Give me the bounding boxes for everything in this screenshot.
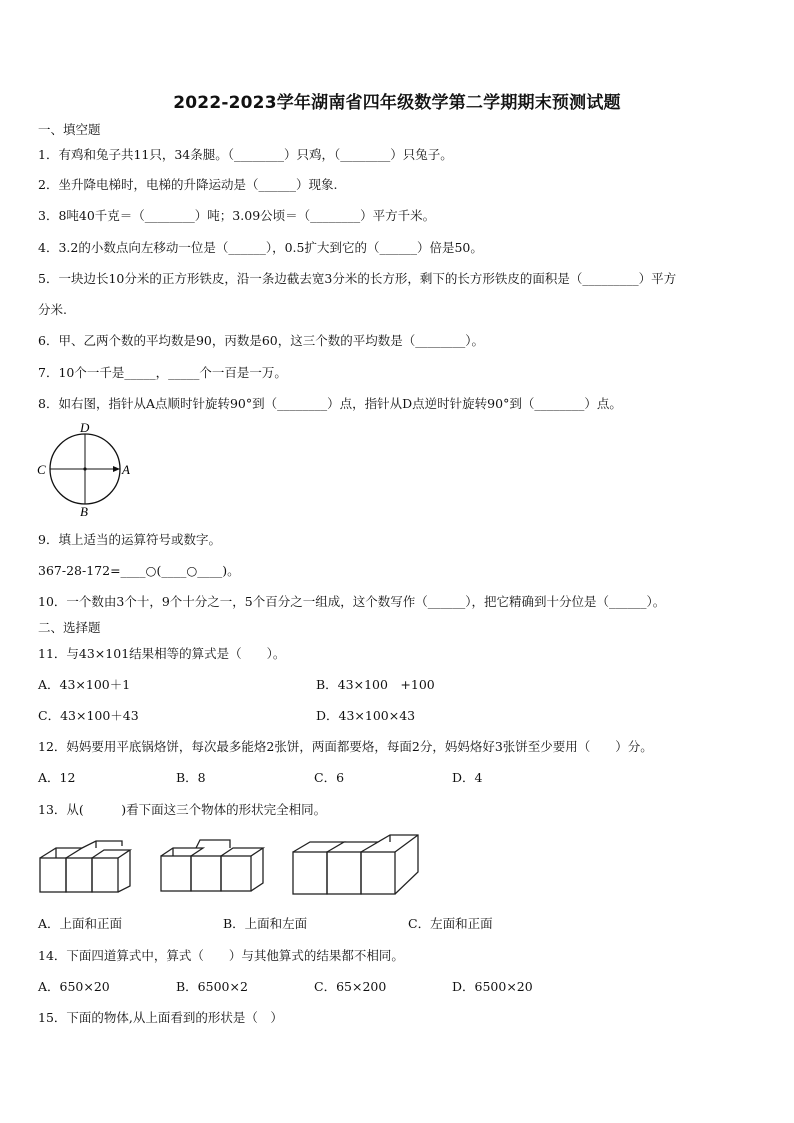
option-13-c: C．左面和正面 — [408, 916, 493, 931]
question-1: 1．有鸡和兔子共11只，34条腿。（________）只鸡，（________）只兔子。 — [38, 147, 453, 162]
question-12: 12．妈妈要用平底锅烙饼，每次最多能烙2张饼，两面都要烙，每面2分，妈妈烙好3张饼至少要用（ ）分。 — [38, 739, 653, 754]
question-15: 15．下面的物体,从上面看到的形状是（ ） — [38, 1010, 283, 1025]
option-12-d: D．4 — [452, 770, 483, 785]
clock-circle-diagram — [36, 420, 136, 520]
option-14-a: A．650×20 — [38, 979, 110, 994]
label-c: C — [37, 462, 46, 477]
option-12-b: B．8 — [176, 770, 206, 785]
section-fill-in: 一、填空题 — [38, 122, 101, 137]
question-9-expression: 367-28-172=____○(____○____)。 — [38, 563, 240, 578]
option-14-c: C．65×200 — [314, 979, 387, 994]
label-a: A — [122, 462, 130, 477]
question-13: 13．从( )看下面这三个物体的形状完全相同。 — [38, 802, 327, 817]
question-9: 9．填上适当的运算符号或数字。 — [38, 532, 221, 547]
block-figure-3 — [290, 832, 422, 898]
page-title: 2022-2023学年湖南省四年级数学第二学期期末预测试题 — [173, 93, 621, 113]
option-12-c: C．6 — [314, 770, 345, 785]
question-5: 5．一块边长10分米的正方形铁皮，沿一条边截去宽3分米的长方形，剩下的长方形铁皮的面积是（_________）平方 — [38, 271, 677, 286]
option-13-a: A．上面和正面 — [38, 916, 123, 931]
section-multiple-choice: 二、选择题 — [38, 620, 101, 635]
option-11-a: A．43×100＋1 — [38, 677, 131, 692]
option-12-a: A．12 — [38, 770, 76, 785]
question-4: 4．3.2的小数点向左移动一位是（______），0.5扩大到它的（______）倍是50。 — [38, 240, 483, 255]
block-figure-1 — [38, 838, 138, 894]
option-11-d: D．43×100×43 — [316, 708, 416, 723]
label-b: B — [80, 504, 88, 519]
option-13-b: B．上面和左面 — [223, 916, 308, 931]
question-11: 11．与43×101结果相等的算式是（ ）。 — [38, 646, 286, 661]
question-2: 2．坐升降电梯时，电梯的升降运动是（______）现象. — [38, 177, 338, 192]
option-11-b: B．43×100 +100 — [316, 677, 435, 692]
question-6: 6．甲、乙两个数的平均数是90，丙数是60，这三个数的平均数是（________）。 — [38, 333, 485, 348]
option-11-c: C．43×100＋43 — [38, 708, 139, 723]
option-14-b: B．6500×2 — [176, 979, 248, 994]
option-14-d: D．6500×20 — [452, 979, 533, 994]
label-d: D — [80, 420, 90, 435]
question-10: 10．一个数由3个十，9个十分之一，5个百分之一组成，这个数写作（______），把它精确到十分位是（______）。 — [38, 594, 666, 609]
question-8: 8．如右图，指针从A点顺时针旋转90°到（________）点，指针从D点逆时针旋转90°到（________）点。 — [38, 396, 622, 411]
center-dot — [83, 467, 86, 470]
question-14: 14．下面四道算式中，算式（ ）与其他算式的结果都不相同。 — [38, 948, 404, 963]
question-3: 3．8吨40千克＝（________）吨；3.09公顷＝（________）平方千米。 — [38, 208, 436, 223]
pointer-arrowhead — [113, 466, 120, 472]
question-5-continued: 分米. — [38, 302, 67, 317]
question-7: 7．10个一千是_____，_____个一百是一万。 — [38, 365, 287, 380]
block-figure-2 — [158, 836, 268, 894]
